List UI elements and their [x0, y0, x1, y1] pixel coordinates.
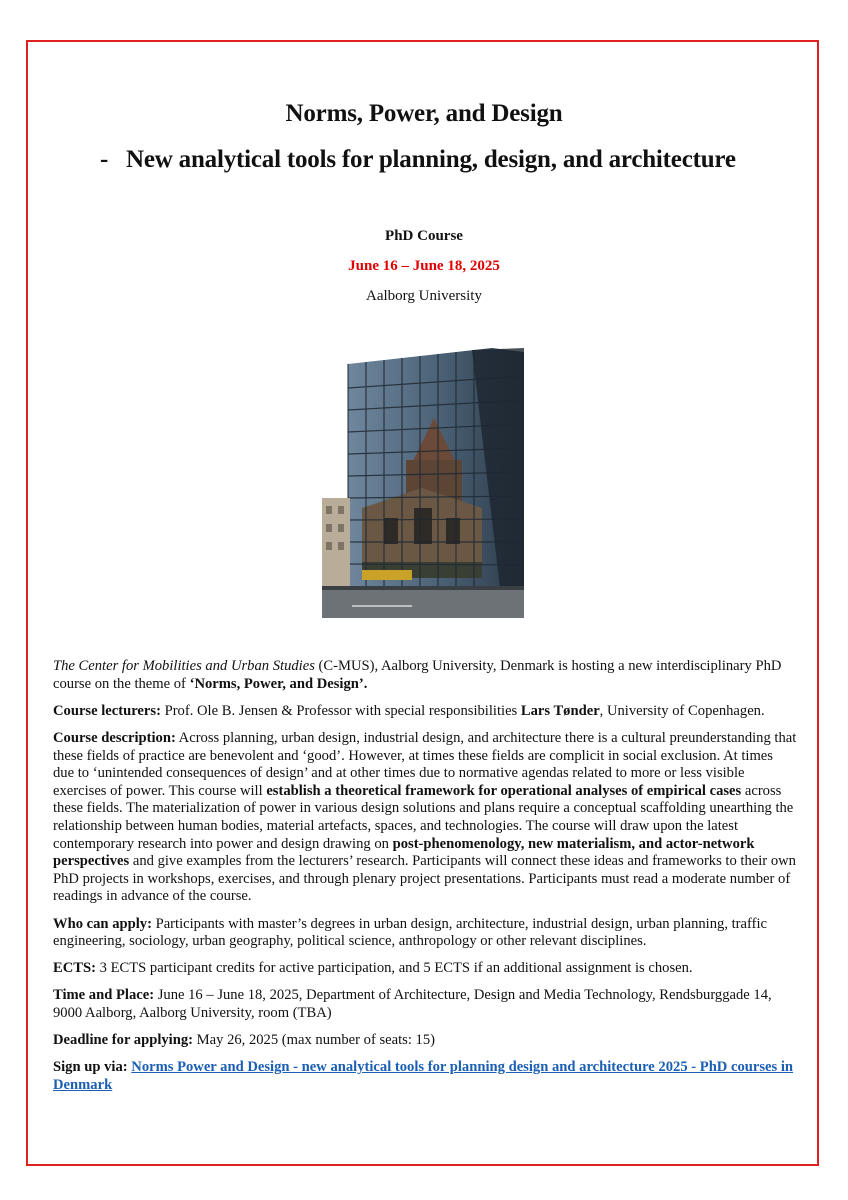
ects-label: ECTS:: [53, 960, 96, 977]
course-body: [53, 658, 797, 1104]
lecturers-label: Course lecturers:: [53, 702, 161, 719]
course-dates: June 16 – June 18, 2025: [348, 258, 500, 274]
subtitle-dash: -: [100, 146, 109, 173]
deadline-label: Deadline for applying:: [53, 1032, 194, 1049]
who-label: Who can apply:: [53, 915, 152, 932]
signup-link[interactable]: Norms Power and Design - new analytical tools for planning design and architecture 2025 - PhD courses in Denmark: [53, 1059, 794, 1094]
time-place-paragraph: Time and Place: June 16 – June 18, 2025, Department of Architecture, Design and Media Technology, Rendsburggade 14, 9000 Aalborg, Aalborg University, room (TBA): [53, 987, 772, 1022]
deadline-paragraph: Deadline for applying: May 26, 2025 (max number of seats: 15): [53, 1032, 435, 1049]
signup-paragraph: [53, 1059, 797, 1094]
center-name: The Center for Mobilities and Urban Studies: [53, 658, 315, 674]
course-type: PhD Course: [385, 228, 463, 244]
course-university: Aalborg University: [366, 288, 482, 304]
page-subtitle: [100, 146, 736, 174]
description-label: Course description:: [53, 729, 176, 746]
lecturer-name: Lars Tønder: [520, 702, 600, 719]
intro-paragraph: The Center for Mobilities and Urban Studies (C-MUS), Aalborg University, Denmark is hosting a new interdisciplinary PhD course on the theme of ‘Norms, Power, and Design’.: [53, 658, 782, 692]
course-theme: ‘Norms, Power, and Design’.: [189, 675, 368, 692]
time-place-label: Time and Place:: [53, 987, 155, 1004]
description-paragraph: Course description: Across planning, urban design, industrial design, and architecture there is a cultural preunderstanding that these fields of practice are benevolent and ‘good’. However, at times these fields are complicit in social exclusion. At times due to ‘unintended consequences of design’ and at other times due to normative agendas related to more or less visible exercises of power. This course will establish a theoretical framework for operational analyses of empirical cases across these fields. The materialization of power in various design solutions and plans require a conceptual scaffolding unearthing the relationship between human bodies, material artefacts, spaces, and technologies. The course will draw upon the latest contemporary research into power and design drawing on post-phenomenology, new materialism, and actor-network perspectives and give examples from the lecturers’ research. Participants will connect these ideas and frameworks to their own PhD projects in workshops, exercises, and through plenary project presentations. Participants must read a moderate number of readings in advance of the course.: [53, 729, 797, 905]
subtitle-text: New analytical tools for planning, design, and architecture: [126, 146, 736, 173]
page-title: Norms, Power, and Design: [285, 100, 563, 127]
ects-paragraph: ECTS: 3 ECTS participant credits for active participation, and 5 ECTS if an additional assignment is chosen.: [53, 960, 693, 977]
building-photo: [322, 348, 524, 618]
lecturers-paragraph: Course lecturers: Prof. Ole B. Jensen & Professor with special responsibilities Lars Tønder, University of Copenhagen.: [53, 702, 765, 719]
who-paragraph: Who can apply: Participants with master’s degrees in urban design, architecture, industrial design, urban planning, traffic engineering, sociology, urban geography, political science, anthropology or other relevant disciplines.: [53, 915, 767, 950]
signup-label: Sign up via:: [53, 1059, 128, 1076]
